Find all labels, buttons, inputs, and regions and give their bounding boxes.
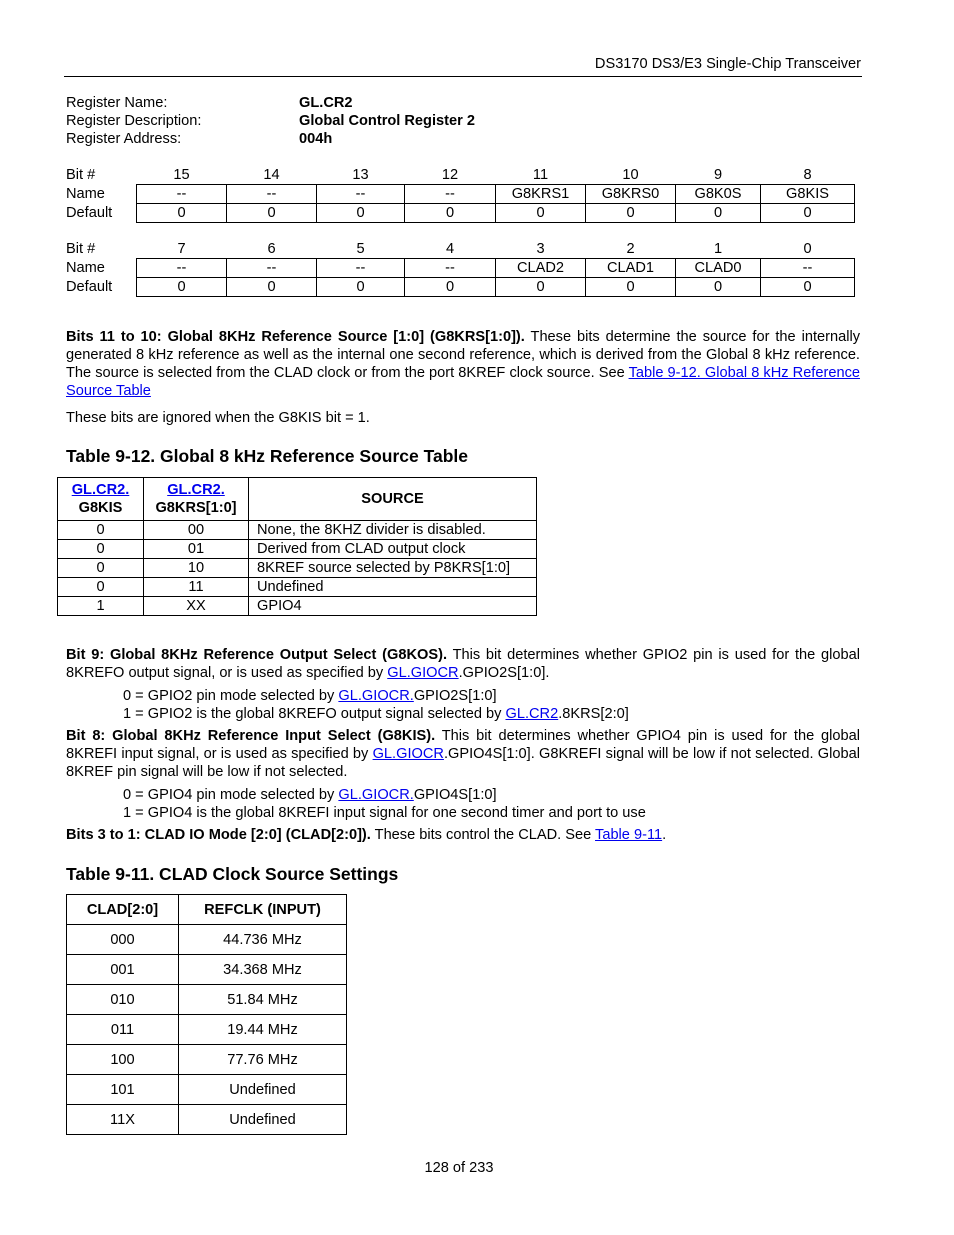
table-row bbox=[58, 578, 537, 597]
bit-number: 15 bbox=[173, 167, 190, 183]
col-g8krs-name: G8KRS[1:0] bbox=[155, 500, 237, 516]
cell: GPIO4 bbox=[249, 597, 537, 616]
bits-3-1-body: These bits control the CLAD. See bbox=[370, 827, 596, 843]
option-text: GPIO2S[1:0] bbox=[413, 688, 497, 704]
bits-11-10-description bbox=[66, 328, 860, 400]
bit-name: CLAD1 bbox=[586, 259, 676, 278]
register-addr-value: 004h bbox=[299, 131, 333, 147]
bit-9-description bbox=[66, 646, 860, 682]
cell: 00 bbox=[144, 521, 249, 540]
bit-name: -- bbox=[317, 185, 405, 204]
bits-3-1-heading: Bits 3 to 1: CLAD IO Mode [2:0] (CLAD[2:0]). bbox=[66, 827, 371, 843]
table-9-11-link[interactable]: Table 9-11 bbox=[595, 827, 663, 843]
bits-3-1-tail: . bbox=[662, 827, 667, 843]
bit-number: 2 bbox=[626, 241, 635, 257]
gl-cr2-link[interactable]: GL.CR2. bbox=[71, 482, 130, 498]
document-header-title: DS3170 DS3/E3 Single-Chip Transceiver bbox=[594, 56, 861, 72]
table-header-row bbox=[67, 895, 347, 925]
cell: 8KREF source selected by P8KRS[1:0] bbox=[249, 559, 537, 578]
bit-number-row bbox=[66, 166, 855, 185]
page-number: 128 of 233 bbox=[424, 1160, 494, 1176]
cell: 0 bbox=[58, 521, 144, 540]
col-refclk-header: REFCLK (INPUT) bbox=[179, 895, 347, 925]
table-9-11 bbox=[66, 894, 347, 1135]
table-row bbox=[67, 1105, 347, 1135]
bit-number: 12 bbox=[441, 167, 459, 183]
g8kis-note: These bits are ignored when the G8KIS bit = 1. bbox=[66, 410, 370, 426]
bit-default: 0 bbox=[496, 278, 586, 297]
option-text: 1 = GPIO2 is the global 8KREFO output signal selected by bbox=[123, 706, 506, 722]
gl-giocr-link[interactable]: GL.GIOCR. bbox=[338, 787, 414, 803]
bit-8-body: This bit determines whether GPIO4 pin is used for the global 8KREFI input signal, or is used as specified by bbox=[66, 728, 860, 762]
default-label: Default bbox=[66, 205, 113, 221]
cell: 01 bbox=[144, 540, 249, 559]
cell: 77.76 MHz bbox=[179, 1045, 347, 1075]
bit-default: 0 bbox=[227, 204, 317, 223]
bit-name: -- bbox=[317, 259, 405, 278]
bit-default: 0 bbox=[586, 278, 676, 297]
cell: 001 bbox=[67, 955, 179, 985]
table-9-12-title: Table 9-12. Global 8 kHz Reference Source Table bbox=[66, 446, 468, 466]
option-text: GPIO4S[1:0] bbox=[413, 787, 497, 803]
bit-number: 11 bbox=[532, 167, 549, 183]
bit-8-option-1: 1 = GPIO4 is the global 8KREFI input signal for one second timer and port to use bbox=[123, 805, 646, 821]
cell: Undefined bbox=[179, 1105, 347, 1135]
register-addr-label: Register Address: bbox=[66, 131, 182, 147]
bits-3-1-description bbox=[66, 826, 860, 844]
table-row bbox=[58, 559, 537, 578]
bitmap-lower bbox=[66, 240, 855, 297]
bit-number: 13 bbox=[352, 167, 369, 183]
bit-name: -- bbox=[137, 259, 227, 278]
cell: Undefined bbox=[249, 578, 537, 597]
gl-cr2-link[interactable]: GL.CR2. bbox=[167, 482, 225, 498]
bit-number: 0 bbox=[803, 241, 812, 257]
bit-default-row bbox=[66, 278, 855, 297]
bit-default: 0 bbox=[405, 278, 496, 297]
cell: 011 bbox=[67, 1015, 179, 1045]
name-label: Name bbox=[66, 260, 105, 276]
bit-name: CLAD2 bbox=[496, 259, 586, 278]
bit-8-heading: Bit 8: Global 8KHz Reference Input Select (G8KIS). bbox=[66, 728, 436, 744]
gl-giocr-link[interactable]: GL.GIOCR. bbox=[338, 688, 414, 704]
gl-giocr-link[interactable]: GL.GIOCR bbox=[372, 746, 444, 762]
cell: 34.368 MHz bbox=[179, 955, 347, 985]
bit-number: 4 bbox=[445, 241, 455, 257]
bit-name: -- bbox=[405, 259, 496, 278]
col-source-header: SOURCE bbox=[249, 478, 537, 521]
bits-11-10-body: These bits determine the source for the internally generated 8 kHz reference as well as the internal one second reference, which is derived from the Global 8 kHz reference. The source is selected from the CLAD clock or from the port 8KREF clock source. See bbox=[66, 329, 861, 381]
bit-number: 6 bbox=[267, 241, 276, 257]
col-g8kis-header bbox=[58, 478, 144, 521]
cell: 000 bbox=[67, 925, 179, 955]
table-row bbox=[67, 1075, 347, 1105]
cell: Derived from CLAD output clock bbox=[249, 540, 537, 559]
bits-11-10-heading: Bits 11 to 10: Global 8KHz Reference Source [1:0] (G8KRS[1:0]). bbox=[66, 329, 525, 345]
register-name-value: GL.CR2 bbox=[299, 95, 353, 111]
bit-default: 0 bbox=[405, 204, 496, 223]
bit-name: G8K0S bbox=[676, 185, 761, 204]
table-row bbox=[58, 597, 537, 616]
bit-name: -- bbox=[227, 259, 317, 278]
table-9-12-link[interactable]: Table 9-12. Global 8 kHz Reference Source Table bbox=[66, 365, 860, 399]
gl-giocr-link[interactable]: GL.GIOCR bbox=[387, 665, 459, 681]
bit-name-row bbox=[66, 259, 855, 278]
table-header-row bbox=[58, 478, 537, 521]
register-desc-value: Global Control Register 2 bbox=[299, 113, 475, 129]
bit-number: 3 bbox=[536, 241, 545, 257]
table-row bbox=[58, 540, 537, 559]
bit-default-row bbox=[66, 204, 855, 223]
cell: 1 bbox=[58, 597, 144, 616]
cell: None, the 8KHZ divider is disabled. bbox=[249, 521, 537, 540]
cell: XX bbox=[144, 597, 249, 616]
table-row bbox=[67, 1045, 347, 1075]
cell: 10 bbox=[144, 559, 249, 578]
col-g8kis-name: G8KIS bbox=[78, 500, 123, 516]
bit-name: -- bbox=[405, 185, 496, 204]
bit-number: 7 bbox=[177, 241, 186, 257]
cell: 101 bbox=[67, 1075, 179, 1105]
bit-number: 14 bbox=[263, 167, 280, 183]
cell: 51.84 MHz bbox=[179, 985, 347, 1015]
bit-name: -- bbox=[761, 259, 855, 278]
bit-name: CLAD0 bbox=[676, 259, 761, 278]
col-g8krs-header bbox=[144, 478, 249, 521]
bit-9-heading: Bit 9: Global 8KHz Reference Output Select (G8KOS). bbox=[66, 647, 448, 663]
option-text: 0 = GPIO2 pin mode selected by bbox=[123, 688, 339, 704]
bit-default: 0 bbox=[761, 278, 855, 297]
bit-default: 0 bbox=[761, 204, 855, 223]
table-9-12 bbox=[57, 477, 537, 616]
bit-name: -- bbox=[137, 185, 227, 204]
register-info bbox=[66, 94, 475, 148]
bit-9-tail: .GPIO2S[1:0]. bbox=[458, 665, 550, 681]
cell: 0 bbox=[58, 540, 144, 559]
cell: 0 bbox=[58, 559, 144, 578]
bit-label: Bit # bbox=[66, 167, 96, 184]
table-row bbox=[67, 955, 347, 985]
bit-name-row bbox=[66, 185, 855, 204]
option-text: .8KRS[2:0] bbox=[558, 706, 629, 722]
name-label: Name bbox=[66, 186, 105, 202]
table-row bbox=[67, 925, 347, 955]
bit-8-description bbox=[66, 727, 860, 781]
cell: 19.44 MHz bbox=[179, 1015, 347, 1045]
cell: 11X bbox=[67, 1105, 179, 1135]
register-name-label: Register Name: bbox=[66, 95, 168, 111]
bit-name: G8KRS1 bbox=[496, 185, 586, 204]
default-label: Default bbox=[66, 279, 113, 295]
table-row bbox=[67, 985, 347, 1015]
bit-9-body: This bit determines whether GPIO2 pin is used for the global 8KREFO output signal, or is used as specified by bbox=[66, 647, 860, 681]
bit-default: 0 bbox=[586, 204, 676, 223]
cell: 11 bbox=[144, 578, 249, 597]
bit-default: 0 bbox=[137, 278, 227, 297]
gl-cr2-link[interactable]: GL.CR2 bbox=[505, 706, 559, 722]
table-9-11-title: Table 9-11. CLAD Clock Source Settings bbox=[66, 864, 399, 884]
bit-number: 1 bbox=[713, 241, 723, 257]
cell: 44.736 MHz bbox=[179, 925, 347, 955]
bit-8-option-0 bbox=[123, 786, 497, 804]
table-row bbox=[58, 521, 537, 540]
bit-default: 0 bbox=[137, 204, 227, 223]
bit-default: 0 bbox=[317, 278, 405, 297]
bit-default: 0 bbox=[676, 278, 761, 297]
bitmap-upper bbox=[66, 166, 855, 223]
bit-default: 0 bbox=[496, 204, 586, 223]
cell: Undefined bbox=[179, 1075, 347, 1105]
bit-9-option-1 bbox=[123, 705, 629, 723]
bit-name: -- bbox=[227, 185, 317, 204]
cell: 010 bbox=[67, 985, 179, 1015]
col-clad-header: CLAD[2:0] bbox=[67, 895, 179, 925]
bit-name: G8KIS bbox=[761, 185, 855, 204]
cell: 100 bbox=[67, 1045, 179, 1075]
cell: 0 bbox=[58, 578, 144, 597]
bit-number: 5 bbox=[356, 241, 365, 257]
register-desc-label: Register Description: bbox=[66, 113, 202, 129]
bit-default: 0 bbox=[227, 278, 317, 297]
bit-9-option-0 bbox=[123, 687, 497, 705]
bit-number-row bbox=[66, 240, 855, 259]
option-text: 0 = GPIO4 pin mode selected by bbox=[123, 787, 339, 803]
bit-name: G8KRS0 bbox=[586, 185, 676, 204]
header-divider bbox=[64, 76, 862, 77]
table-row bbox=[67, 1015, 347, 1045]
bit-default: 0 bbox=[317, 204, 405, 223]
bit-8-tail: .GPIO4S[1:0]. G8KREFI signal will be low if not selected. Global 8KREF pin signal will be low if not selected. bbox=[66, 746, 860, 780]
bit-default: 0 bbox=[676, 204, 761, 223]
bit-label: Bit # bbox=[66, 241, 96, 258]
bit-number: 8 bbox=[803, 167, 812, 183]
bit-number: 10 bbox=[622, 167, 639, 183]
bit-number: 9 bbox=[713, 167, 723, 183]
